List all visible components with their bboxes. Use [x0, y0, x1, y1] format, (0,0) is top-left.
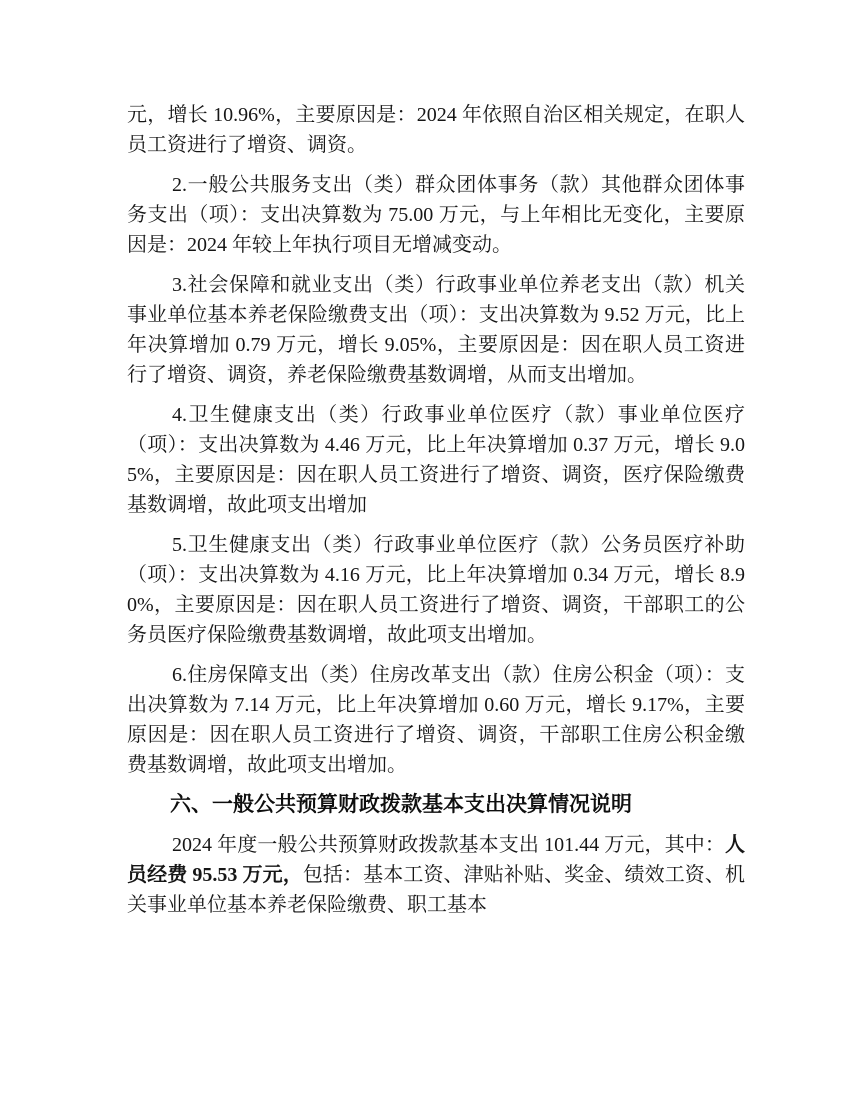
closing-paragraph-pre-text: 2024 年度一般公共预算财政拨款基本支出 101.44 万元，其中： [172, 834, 725, 856]
personnel-expense-bold-text: 人员经费 95.53 万元， [127, 834, 745, 886]
section-heading-basic-expenditure-explanation: 六、一般公共预算财政拨款基本支出决算情况说明 [170, 793, 632, 816]
closing-paragraph-post-text: 包括：基本工资、津贴补贴、奖金、绩效工资、机关事业单位基本养老保险缴费、职工基本 [127, 864, 746, 916]
paragraph-item-5-health-civil-servant-medical: 5.卫生健康支出（类）行政事业单位医疗（款）公务员医疗补助（项）：支出决算数为 4.16 万元，比上年决算增加 0.34 万元，增长 8.90%，主要原因是：因在职人员工资进行了增资、调资，干部职工的公务员医疗保险缴费基数调增，故此项支出增加。 [127, 534, 745, 646]
paragraph-item-6-housing-security: 6.住房保障支出（类）住房改革支出（款）住房公积金（项）：支出决算数为 7.14 万元，比上年决算增加 0.60 万元，增长 9.17%，主要原因是：因在职人员工资进行了增资、调资，干部职工住房公积金缴费基数调增，故此项支出增加。 [127, 664, 745, 776]
document-content [127, 100, 745, 920]
paragraph-item-3-social-security-employment: 3.社会保障和就业支出（类）行政事业单位养老支出（款）机关事业单位基本养老保险缴费支出（项）：支出决算数为 9.52 万元，比上年决算增加 0.79 万元，增长 9.05%，主要原因是：因在职人员工资进行了增资、调资，养老保险缴费基数调增，从而支出增加。 [127, 274, 745, 386]
paragraph-item-2-general-public-services: 2.一般公共服务支出（类）群众团体事务（款）其他群众团体事务支出（项）：支出决算数为 75.00 万元，与上年相比无变化，主要原因是：2024 年较上年执行项目无增减变动。 [127, 174, 745, 256]
paragraph-item-4-health-institution-medical: 4.卫生健康支出（类）行政事业单位医疗（款）事业单位医疗（项）：支出决算数为 4.46 万元，比上年决算增加 0.37 万元，增长 9.05%，主要原因是：因在职人员工资进行了增资、调资，医疗保险缴费基数调增，故此项支出增加 [127, 404, 745, 516]
paragraph-continued-from-previous-page: 元，增长 10.96%，主要原因是：2024 年依照自治区相关规定，在职人员工资进行了增资、调资。 [127, 104, 745, 156]
closing-paragraph-basic-expenditure [127, 830, 745, 920]
